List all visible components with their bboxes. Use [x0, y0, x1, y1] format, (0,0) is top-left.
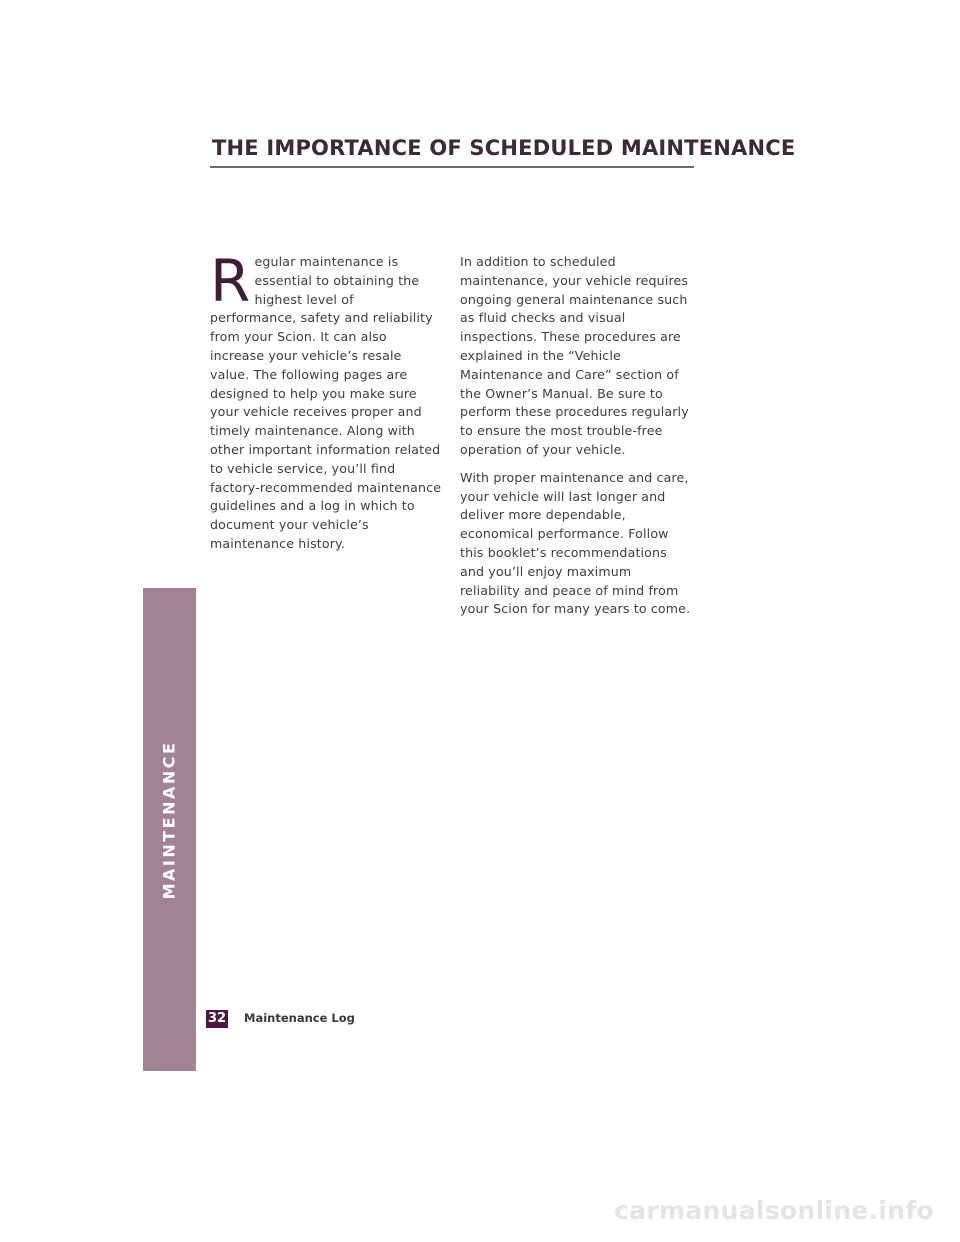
intro-paragraph [210, 247, 444, 554]
right-column [460, 253, 692, 628]
title-underline [210, 166, 694, 168]
footer-section-label: Maintenance Log [244, 1011, 355, 1025]
intro-paragraph-text: egular maintenance is essential to obtaining the highest level of performance, safety and reliability from your Scion. It can also increase your vehicle’s resale value. The following pages are designed to help you make sure your vehicle receives proper and timely maintenance. Along with other important information related to vehicle service, you’ll find factory-recommended maintenance guidelines and a log in which to document your vehicle’s maintenance history. [210, 254, 442, 551]
drop-cap: R [210, 247, 251, 315]
left-column [210, 247, 444, 563]
benefits-paragraph: With proper maintenance and care, your vehicle will last longer and deliver more dependable, economical performance. Follow this booklet’s recommendations and you’ll enjoy maximum reliability and peace of mind from your Scion for many years to come. [460, 469, 691, 617]
section-side-label: MAINTENANCE [159, 740, 179, 900]
site-watermark: carmanualsonline.info [614, 1196, 934, 1225]
page-number-badge: 32 [207, 1011, 227, 1026]
page-title: THE IMPORTANCE OF SCHEDULED MAINTENANCE [212, 136, 796, 160]
general-maintenance-paragraph: In addition to scheduled maintenance, your vehicle requires ongoing general maintenance such as fluid checks and visual inspections. These procedures are explained in the “Vehicle Maintenance and Care” section of the Owner’s Manual. Be sure to perform these procedures regularly to ensure the most trouble-free operation of your vehicle. [460, 254, 689, 457]
